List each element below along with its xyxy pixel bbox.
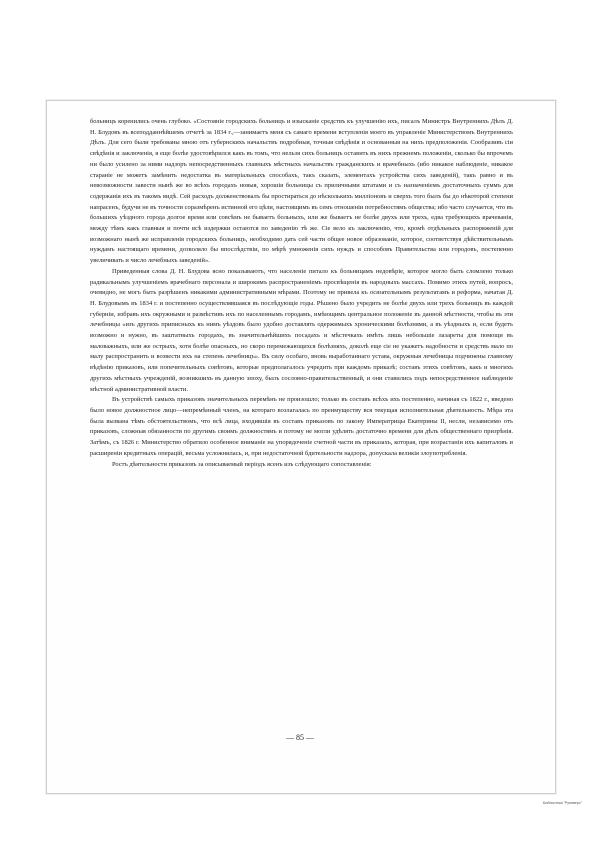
paragraph-2: Приведенныя слова Д. Н. Блудова ясно показываютъ, что населеніе питало къ больницамъ недовѣріе, которое могло быть сломлено только радикальнымъ улучшеніемъ врачебнаго персонала и широкимъ распространеніемъ просвѣщенія въ народныхъ массахъ. Помимо этихъ путей, вопросъ, очевидно, не могъ быть разрѣшенъ никакими административными мѣрами. Поэтому не привела къ осязательнымъ результатамъ и реформа, начатая Д. Н. Блудовымъ въ 1834 г. и постепенно осуществлявшаяся въ послѣдующіе годы. Рѣшено было учредить не болѣе двухъ или трехъ больницъ въ каждой губерніи, избравъ ихъ окружными и размѣстивъ ихъ по населеннымъ городамъ, имѣющимъ центральное положеніе въ данной мѣстности, чтобы въ эти лечебницы «изъ другихъ приписныхъ къ нимъ уѣздовъ было удобно доставлять одержимыхъ хроническими болѣзнями, а въ уѣздныхъ и, если будетъ возможно и нужно, въ заштатныхъ городахъ, въ значительнѣйшихъ посадахъ и мѣстечкахъ имѣть лишь небольшіе лазареты для помощи въ маловажныхъ, или же острыхъ, хотя болѣе опасныхъ, но скоро перемежающихся болѣзняхъ, доколѣ еще сіе не укажетъ надобности и средствъ мало по малу распространить и возвести ихъ на степень лечебницъ». Въ силу особаго, вновь выработаннаго устава, окружныя лечебницы подчинены главному вѣдѣнію приказовъ, или попечительныхъ совѣтовъ, которые предполагалось учредить при каждомъ приказѣ; составъ этихъ совѣтовъ, какъ и многихъ другихъ мѣстныхъ учрежденій, возникшихъ въ данную эпоху, былъ сословно-правительственный, и они ставились подъ непосредственное наблюденіе мѣстной административной власти. xyxy=(90,267,513,393)
paragraph-4: Ростъ дѣятельности приказовъ за описываемый періодъ ясенъ изъ слѣдующаго сопоставленія: xyxy=(112,460,372,468)
body-text xyxy=(90,117,513,470)
page-number: — 85 — xyxy=(286,733,314,742)
paragraph-3: Въ устройствѣ самыхъ приказовъ значительныхъ перемѣнъ не произошло; только въ составъ всѣхъ ихъ постепенно, начиная съ 1822 г., введено было новое должностное лицо—непремѣнный членъ, на котораго возлагалась по преимуществу вся текущая исполнительная дѣятельность. Мѣра эта была вызвана тѣмъ обстоятельствомъ, что всѣ лица, входившія въ составъ приказовъ по закону Императрицы Екатерины II, несли, независимо отъ приказовъ, сложныя обязанности по другимъ своимъ должностямъ и потому не могли удѣлять достаточно времени для дѣлъ общественнаго призрѣнія. Затѣмъ, съ 1826 г. Министерство обратило особенное вниманіе на упорядоченіе счетной части въ приказахъ, которая, при возрастаніи ихъ капиталовъ и расширеніи кредитныхъ операцій, весьма усложнилась, и, при недостаточной бдительности надзора, допускала великія злоупотребленія. xyxy=(90,396,513,457)
library-stamp: Библиотека "Руниверс" xyxy=(543,801,582,805)
paragraph-1: больницъ коренились очень глубоко. «Состояніе городскихъ больницъ и изысканіе средствъ къ улучшенію ихъ, писалъ Министръ Внутреннихъ Дѣлъ Д. Н. Блудовъ въ всеподданнѣйшемъ отчетѣ за 1834 г.,—занимаетъ меня съ самаго времени вступленія моего въ управленіе Министерствомъ Внутреннихъ Дѣлъ. Для сего были требованы мною отъ губернскихъ начальствъ подробныя, точныя свѣдѣнія и основанныя на нихъ предположенія. Сообразивъ сіи свѣдѣнія и заключенія, я еще болѣе удостовѣрился какъ въ томъ, что нельзя сихъ больницъ оставить въ нихъ прежнемъ положеніи, сколько бы впрочемъ ни было усилено за ними надзоръ непосредственныхъ главныхъ мѣстныхъ начальствъ гражданскихъ и врачебныхъ (ибо никакое наблюденіе, никакое стараніе не можетъ замѣнить недостатка въ матеріальныхъ способахъ, такъ сказать, элементахъ устройства сихъ заведеній), такъ равно и въ невозможности завести нынѣ же во всѣхъ городахъ новыя, хорошія больницы съ приличными штатами и съ назначеніемъ достаточныхъ суммъ для содержанія ихъ въ такомъ видѣ. Сей расходъ долженствовалъ бы простираться до нѣсколькихъ милліоновъ и сверхъ того былъ бы до нѣкоторой степени напрасенъ, будучи не въ точности соразмѣренъ истинной его цѣли, настоящимъ въ семъ отношеніи потребностямъ общества; ибо часто случается, что въ большихъ уѣздного города долгое время или совсѣмъ не бываетъ больныхъ, или же бываетъ не болѣе двухъ или трехъ, едва требующихъ врачеванія, между тѣмъ какъ главныя и почти всѣ издержки остаются по заведенію тѣ же. Сіе вело къ заключенію, что, кромѣ отдѣльныхъ распоряженій для возможнаго нынѣ же исправленія городскихъ больницъ, необходимо дать сей части общее новое образованіе, которое, соответствуя дѣйствительнымъ нуждамъ настоящаго времени, дозволяло бы впослѣдствіи, по мѣрѣ умноженія сихъ нуждъ и способовъ Правительства или городовъ, постепенно увеличивать и число лечебныхъ заведеній». xyxy=(90,118,513,265)
